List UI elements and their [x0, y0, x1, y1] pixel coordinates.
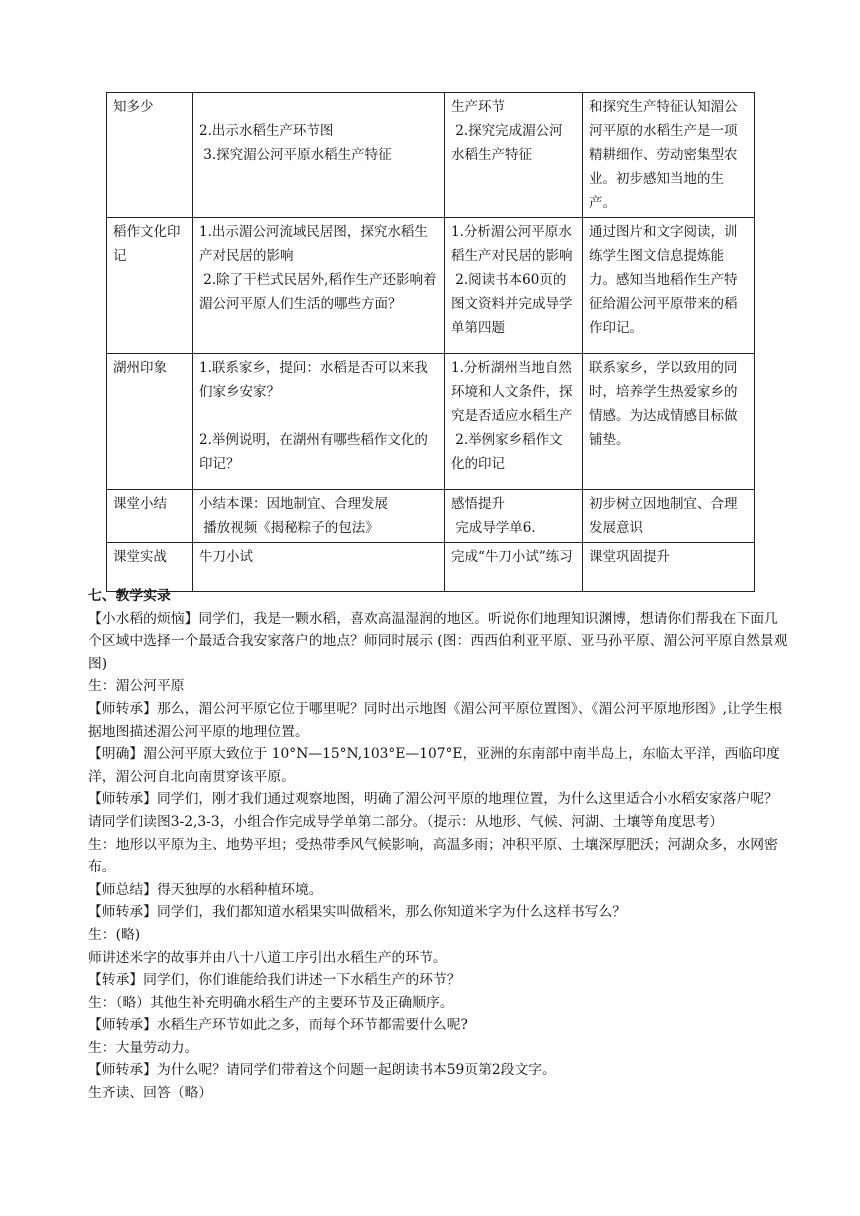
student-activity-cell — [445, 93, 583, 218]
table-row — [107, 354, 755, 490]
record-paragraph: 【师转承】为什么呢？请同学们带着这个问题一起朗读书本59页第2段文字。 — [88, 1062, 556, 1079]
student-activity-cell — [445, 354, 583, 490]
record-paragraph: 生：（略）其他生补充明确水稻生产的主要环节及正确顺序。 — [88, 994, 454, 1011]
design-intent: 课堂巩固提升 — [589, 549, 670, 565]
student-activity-cell — [445, 218, 583, 354]
stage-label: 湖州印象 — [113, 360, 167, 376]
design-intent-cell — [583, 490, 755, 543]
teaching-record-section — [88, 585, 788, 1105]
teacher-activity-cell — [193, 490, 445, 543]
student-activity: 1.分析湄公河平原水稻生产对民居的影响 2.阅读书本60页的图文资料并完成导学单第四题 — [451, 224, 573, 336]
design-intent: 初步树立因地制宜、合理发展意识 — [589, 496, 738, 536]
stage-cell — [107, 218, 193, 354]
design-intent: 通过图片和文字阅读，训练学生图文信息提炼能力。感知当地稻作生产特征给湄公河平原带来的稻作印记。 — [589, 224, 738, 336]
stage-cell — [107, 354, 193, 490]
record-paragraph: 生齐读、回答（略） — [88, 1085, 213, 1102]
section-heading: 七、教学实录 — [88, 588, 171, 604]
stage-label: 课堂实战 — [113, 549, 167, 565]
student-activity: 感悟提升 完成导学单6. — [451, 496, 536, 536]
stage-cell — [107, 93, 193, 218]
student-activity: 生产环节 2.探究完成湄公河水稻生产特征 — [451, 99, 563, 163]
record-paragraph: 生：大量劳动力。 — [88, 1039, 199, 1056]
record-paragraph: 【转承】同学们，你们谁能给我们讲述一下水稻生产的环节？ — [88, 972, 461, 989]
teacher-activity: 牛刀小试 — [199, 549, 253, 565]
teacher-activity-cell — [193, 218, 445, 354]
design-intent-cell — [583, 218, 755, 354]
record-paragraph: 【师转承】那么，湄公河平原它位于哪里呢？同时出示地图《湄公河平原位置图》、《湄公河平原地形图》,让学生根据地图描述湄公河平原的地理位置。 — [88, 700, 783, 740]
teacher-activity: 1.出示湄公河流域民居图，探究水稻生产对民居的影响 2.除了干栏式民居外,稻作生产还影响着湄公河平原人们生活的哪些方面？ — [199, 224, 437, 312]
record-paragraph: 【小水稻的烦恼】同学们，我是一颗水稻，喜欢高温湿润的地区。听说你们地理知识渊博，想请你们帮我在下面几个区域中选择一个最适合我安家落户的地点？师同时展示 (图：西西伯利亚平原、亚马孙平原、湄公河平原自然景观图) — [88, 610, 788, 672]
record-paragraph: 生：湄公河平原 — [88, 678, 185, 695]
teacher-activity: 2.出示水稻生产环节图 3.探究湄公河平原水稻生产特征 — [199, 123, 392, 163]
record-paragraph: 师讲述米字的故事并由八十八道工序引出水稻生产的环节。 — [88, 949, 447, 966]
stage-label: 稻作文化印记 — [113, 224, 181, 264]
table-row — [107, 93, 755, 218]
record-paragraph: 【明确】湄公河平原大致位于 10°N—15°N,103°E—107°E，亚洲的东南部中南半岛上，东临太平洋，西临印度洋，湄公河自北向南贯穿该平原。 — [88, 746, 780, 785]
student-activity: 完成“牛刀小试”练习 — [451, 549, 573, 565]
design-intent-cell — [583, 354, 755, 490]
student-activity-cell — [445, 490, 583, 543]
stage-label: 知多少 — [113, 99, 154, 115]
teacher-activity: 小结本课：因地制宜、合理发展 播放视频《揭秘粽子的包法》 — [199, 496, 388, 536]
table-row — [107, 218, 755, 354]
table-row — [107, 490, 755, 543]
record-paragraph: 【师转承】水稻生产环节如此之多，而每个环节都需要什么呢? — [88, 1017, 468, 1034]
stage-cell — [107, 490, 193, 543]
lesson-plan-table — [106, 92, 755, 592]
record-paragraph: 【师转承】同学们，我们都知道水稻果实叫做稻米，那么你知道米字为什么这样书写么？ — [88, 904, 627, 921]
teacher-activity-cell — [193, 354, 445, 490]
design-intent: 联系家乡，学以致用的同时，培养学生热爱家乡的情感。为达成情感目标做铺垫。 — [589, 360, 738, 448]
design-intent-cell — [583, 93, 755, 218]
student-activity: 1.分析湖州当地自然环境和人文条件，探究是否适应水稻生产 2.举例家乡稻作文化的印记 — [451, 360, 573, 472]
design-intent: 和探究生产特征认知湄公河平原的水稻生产是一项精耕细作、劳动密集型农业。初步感知当地的生产。 — [589, 99, 738, 211]
record-paragraph: 【师转承】同学们，刚才我们通过观察地图，明确了湄公河平原的地理位置，为什么这里适合小水稻安家落户呢？请同学们读图3-2,3-3，小组合作完成导学单第二部分。（提示：从地形、气候、河湖、土壤等角度思考） — [88, 791, 778, 830]
record-paragraph: 生：(略) — [88, 926, 141, 943]
record-paragraph: 生：地形以平原为主、地势平坦；受热带季风气候影响，高温多雨；冲积平原、土壤深厚肥沃；河湖众多，水网密布。 — [88, 836, 778, 876]
stage-label: 课堂小结 — [113, 496, 167, 512]
teacher-activity-cell — [193, 93, 445, 218]
record-paragraph: 【师总结】得天独厚的水稻种植环境。 — [88, 881, 323, 898]
teacher-activity: 1.联系家乡，提问：水稻是否可以来我们家乡安家？ 2.举例说明，在湖州有哪些稻作文化的印记？ — [199, 360, 428, 472]
